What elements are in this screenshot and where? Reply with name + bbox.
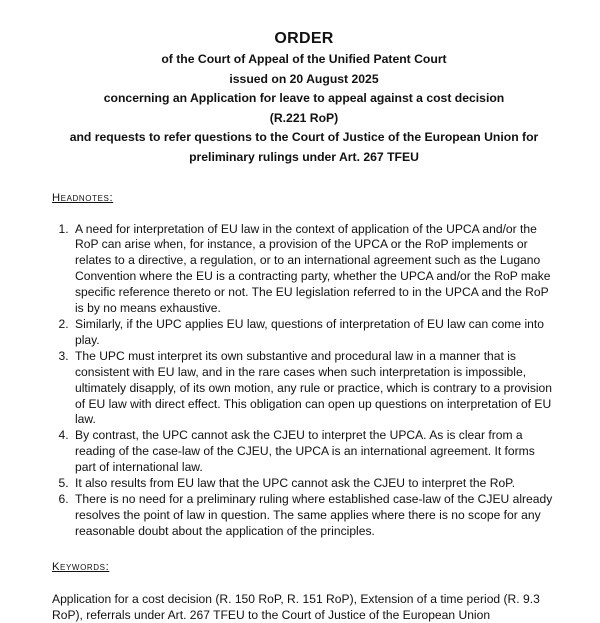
header-line-date: issued on 20 August 2025 <box>229 71 379 86</box>
headnotes-list <box>52 222 556 540</box>
header-line-rule: (R.221 RoP) <box>269 110 339 125</box>
header-line-subject: concerning an Application for leave to appeal against a cost decision <box>103 91 505 106</box>
keywords-text: Application for a cost decision (R. 150 RoP, R. 151 RoP), Extension of a time period (R. 9.3 RoP), referrals under Art. 267 TFEU to the Court of Justice of the European Union <box>52 591 540 622</box>
headnote-item: 1. A need for interpretation of EU law in the context of application of the UPCA and/or the RoP can arise when, for instance, a provision of the UPCA or the RoP implements or relates to a directive, a regulation, or to an international agreement such as the Lugano Convention where the EU is a contracting party, whether the UPCA and/or the RoP make specific reference thereto or not. The EU legislation referred to in the UPCA and the RoP is by no means exhaustive. <box>72 222 556 317</box>
headnote-item: 4. By contrast, the UPC cannot ask the CJEU to interpret the UPCA. As is clear from a reading of the case-law of the CJEU, the UPCA is an international agreement. It forms part of international law. <box>72 428 556 476</box>
headnote-item: 5. It also results from EU law that the UPC cannot ask the CJEU to interpret the RoP. <box>72 476 556 492</box>
headnote-item: 3. The UPC must interpret its own substantive and procedural law in a manner that is consistent with EU law, and in the rare cases when such interpretation is impossible, ultimately disapply, of its own motion, any rule or practice, which is contrary to a provision of EU law with direct effect. This obligation can open up questions on interpretation of EU law. <box>72 349 556 429</box>
keywords-label: Keywords: <box>52 560 110 573</box>
header-line-court: of the Court of Appeal of the Unified Patent Court <box>161 52 447 66</box>
order-title: ORDER <box>274 30 334 47</box>
headnotes-label: Headnotes: <box>52 191 114 204</box>
document-header <box>52 28 556 168</box>
headnote-item: 6. There is no need for a preliminary ruling where established case-law of the CJEU already resolves the point of law in question. The same applies where there is no scope for any reasonable doubt about the application of the principles. <box>72 492 556 540</box>
headnote-item: 2. Similarly, if the UPC applies EU law, questions of interpretation of EU law can come into play. <box>72 317 556 349</box>
keywords-heading <box>52 561 556 573</box>
headnotes-heading <box>52 192 556 204</box>
header-line-requests: and requests to refer questions to the Court of Justice of the European Union for preliminary rulings under Art. 267 TFEU <box>69 130 539 164</box>
